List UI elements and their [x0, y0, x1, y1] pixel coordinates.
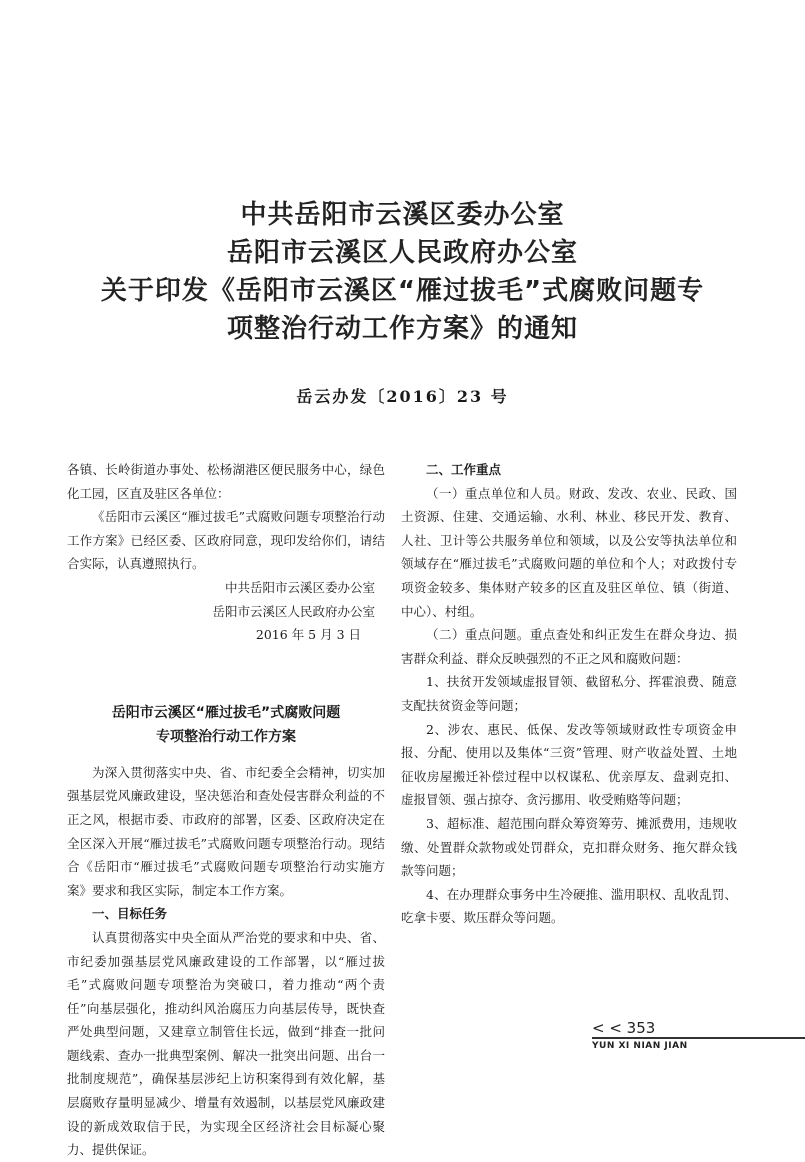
section-2-key-units: （一）重点单位和人员。财政、发改、农业、民政、国土资源、住建、交通运输、水利、林业、移民开发、教育、人社、卫计等公共服务单位和领域，以及公安等执法单位和领域存在“雁过拔毛”式腐败问题的单位和个人；对政拨付专项资金较多、集体财产较多的区直及驻区单位、镇（街道、中心）、村组。 — [401, 485, 737, 619]
footer-divider — [592, 1037, 805, 1039]
section-2-heading: 二、工作重点 — [426, 462, 502, 477]
issue-item-1: 1、扶贫开发领域虚报冒领、截留私分、挥霍浪费、随意支配扶贫资金等问题； — [401, 674, 737, 713]
right-column — [401, 458, 737, 930]
title-line-2: 岳阳市云溪区人民政府办公室 — [226, 238, 578, 268]
title-line-3: 关于印发《岳阳市云溪区“雁过拔毛”式腐败问题专 — [100, 276, 705, 306]
issue-item-2: 2、涉农、惠民、低保、发改等领域财政性专项资金申报、分配、使用以及集体“三资”管理、财产收益处置、土地征收房屋搬迁补偿过程中以权谋私、优亲厚友、盘剥克扣、虚报冒领、强占掠夺、贪污挪用、收受贿赂等问题； — [401, 721, 737, 808]
title-line-1: 中共岳阳市云溪区委办公室 — [240, 200, 565, 230]
document-title — [0, 196, 805, 348]
left-column — [67, 458, 385, 1162]
issue-item-4: 4、在办理群众事务中生冷硬推、滥用职权、乱收乱罚、吃拿卡要、欺压群众等问题。 — [401, 886, 737, 926]
notice-date: 2016 年 5 月 3 日 — [255, 627, 361, 643]
footer-brand: YUN XI NIAN JIAN — [592, 1041, 688, 1051]
notice-body: 《岳阳市云溪区“雁过拔毛”式腐败问题专项整治行动工作方案》已经区委、区政府同意，现印发给你们，请结合实际，认真遵照执行。 — [67, 509, 385, 572]
signature-party-office: 中共岳阳市云溪区委办公室 — [224, 579, 375, 595]
notice-recipients: 各镇、长岭街道办事处、松杨湖港区便民服务中心，绿色化工园，区直及驻区各单位： — [67, 462, 385, 501]
section-2-key-issues: （二）重点问题。重点查处和纠正发生在群众身边、损害群众利益、群众反映强烈的不正之风和腐败问题： — [401, 627, 737, 666]
plan-title-line-2: 专项整治行动工作方案 — [156, 728, 296, 745]
document-number: 岳云办发〔2016〕23 号 — [296, 387, 509, 406]
section-1-heading: 一、目标任务 — [92, 906, 168, 922]
plan-intro: 为深入贯彻落实中央、省、市纪委全会精神，切实加强基层党风廉政建设，坚决惩治和查处侵害群众利益的不正之风，根据市委、市政府的部署，区委、区政府决定在全区深入开展“雁过拔毛”式腐败问题专项整治行动。现结合《岳阳市“雁过拔毛”式腐败问题专项整治行动实施方案》要求和我区实际，制定本工作方案。 — [67, 764, 385, 898]
page-number: < < 353 — [592, 1019, 656, 1037]
plan-title-line-1: 岳阳市云溪区“雁过拔毛”式腐败问题 — [111, 704, 341, 721]
issue-item-3: 3、超标准、超范围向群众筹资筹劳、摊派费用，违规收缴、处置群众款物或处罚群众，克扣群众财务、拖欠群众钱款等问题； — [401, 815, 737, 879]
signature-government-office: 岳阳市云溪区人民政府办公室 — [212, 603, 375, 619]
title-line-4: 项整治行动工作方案》的通知 — [226, 314, 578, 344]
section-1-body: 认真贯彻落实中央全面从严治党的要求和中央、省、市纪委加强基层党风廉政建设的工作部署，以“雁过拔毛”式腐败问题专项整治为突破口，着力推动“两个责任”向基层强化，推动纠风治腐压力向基层传导，既快查严处典型问题，又建章立制管住长远，做到“排查一批问题线索、查办一批典型案例、解决一批突出问题、出台一批制度规范”，确保基层涉纪上访积案得到有效化解，基层腐败存量明显减少、增量有效遏制，以基层党风廉政建设的新成效取信于民，为实现全区经济社会目标凝心聚力、提供保证。 — [67, 929, 385, 1158]
